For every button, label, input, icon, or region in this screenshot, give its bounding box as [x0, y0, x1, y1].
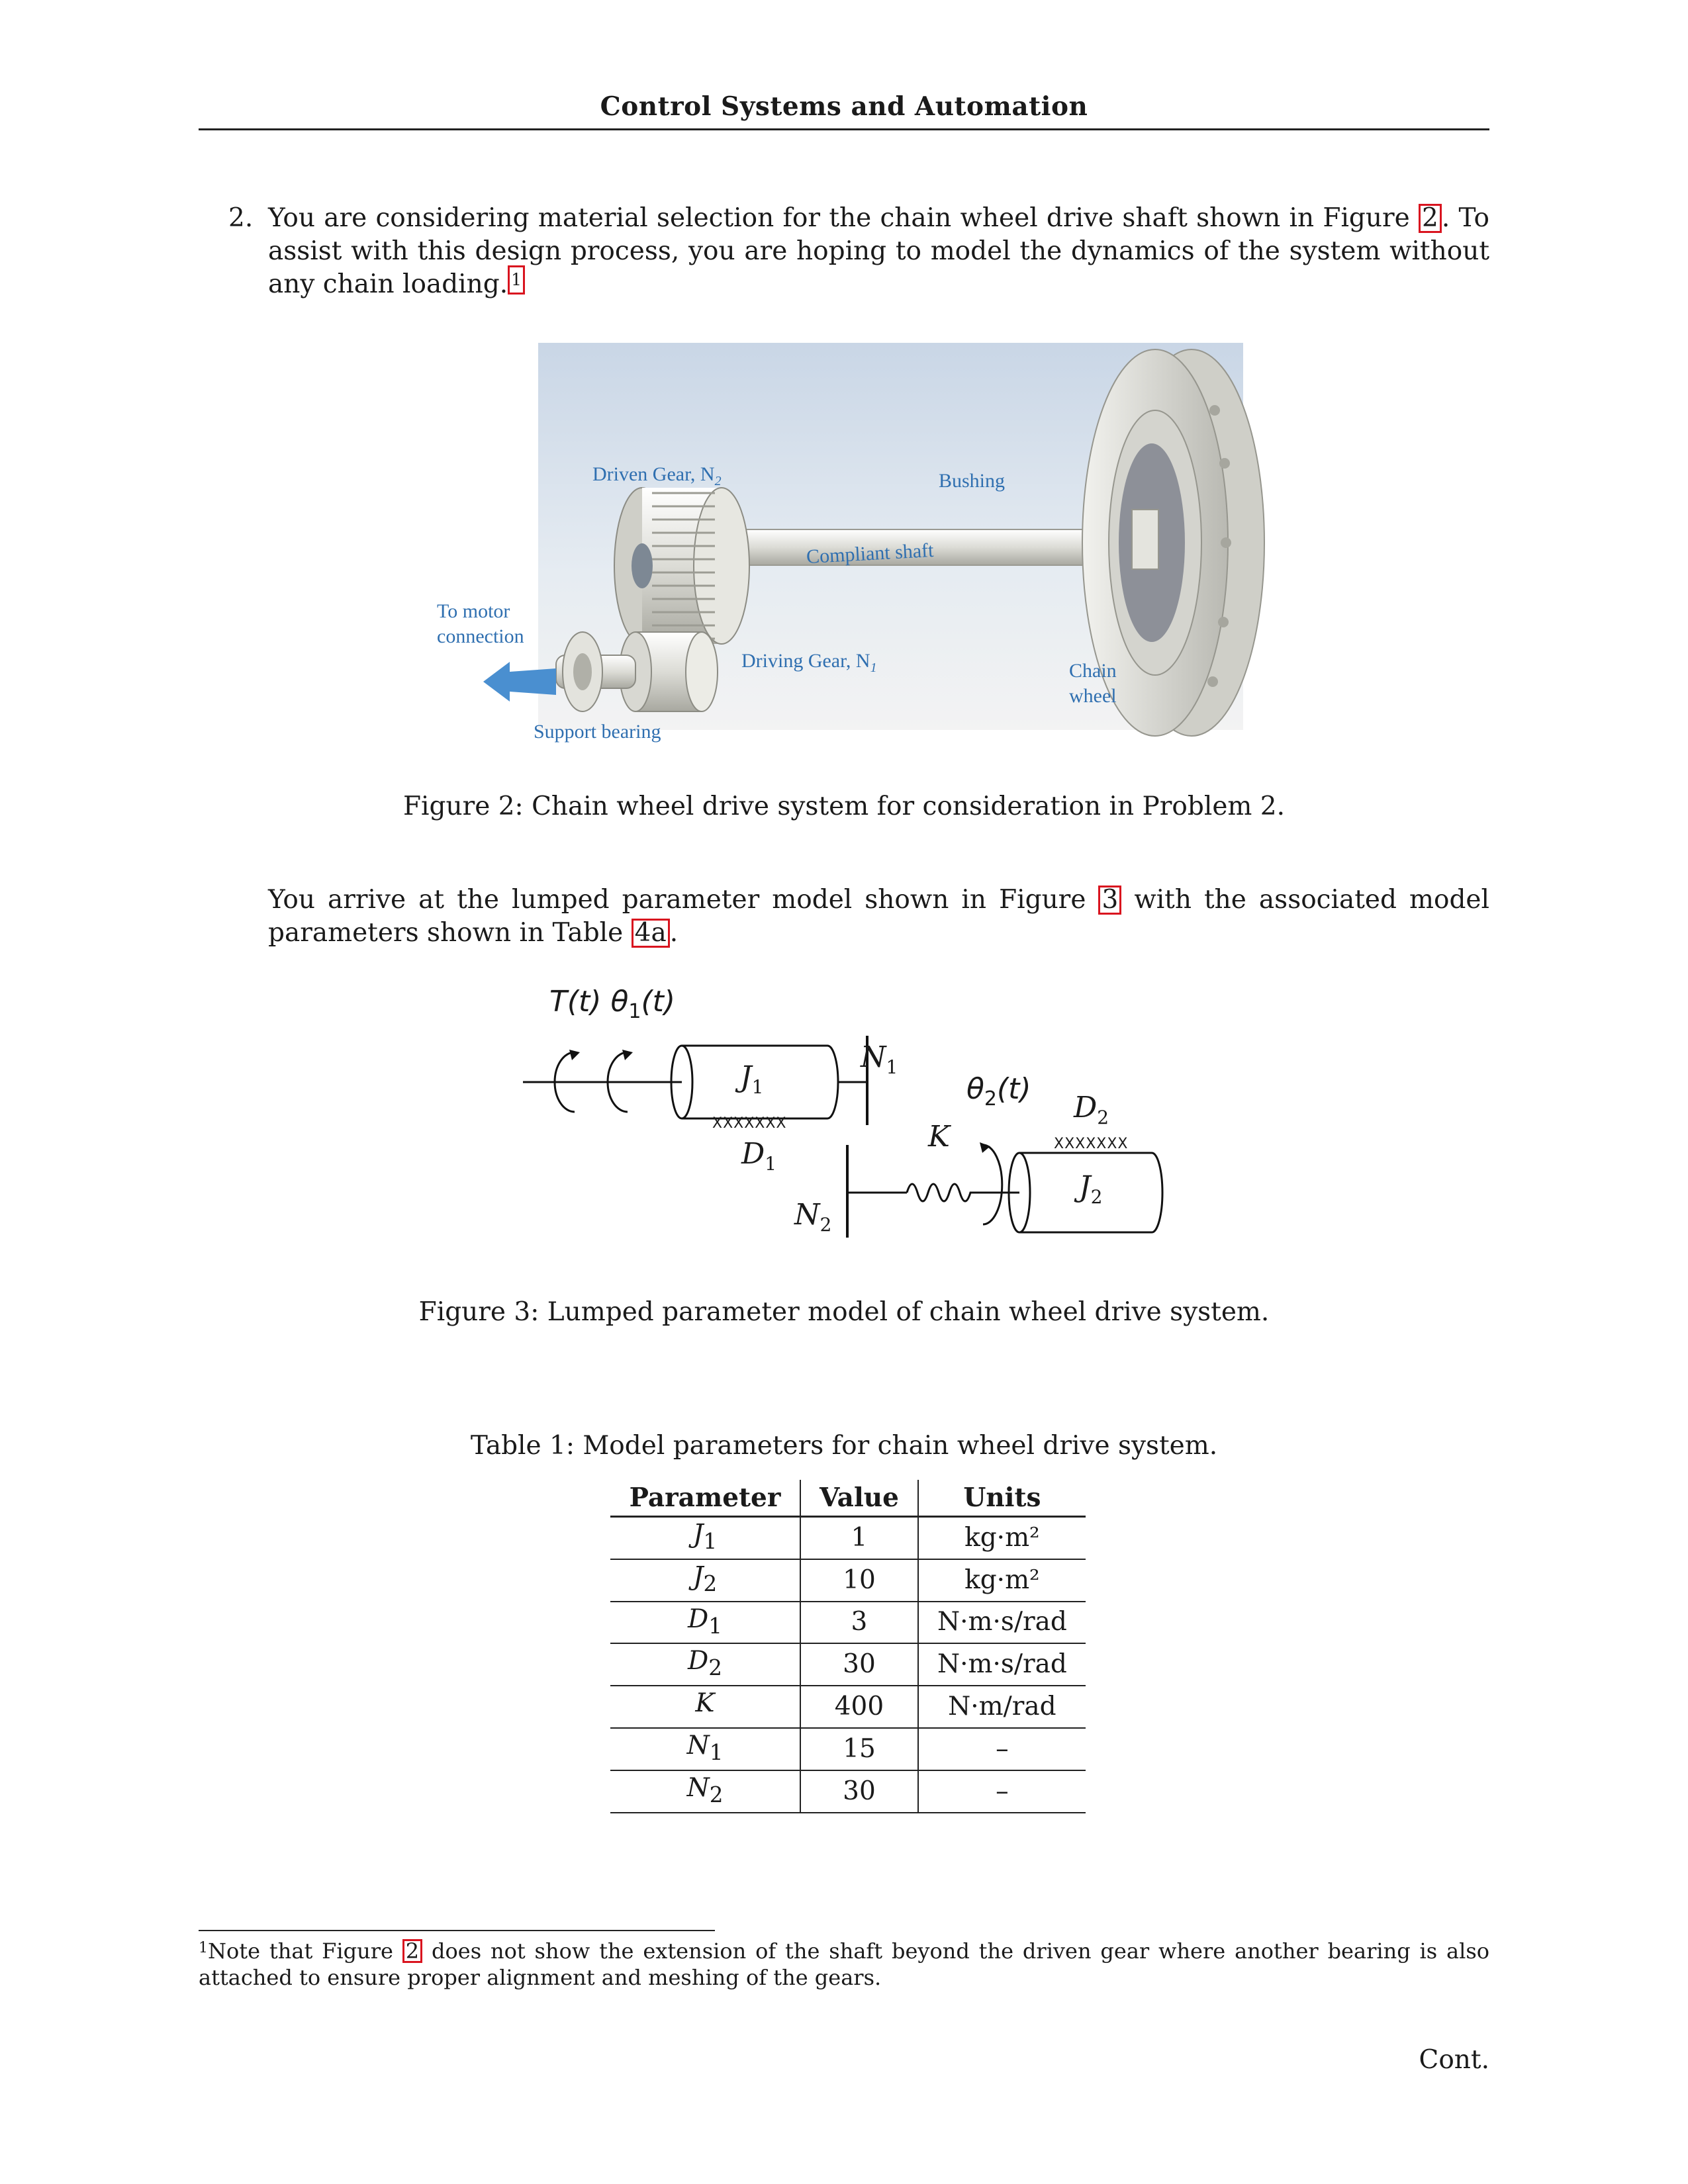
- driven-gear: [614, 488, 749, 644]
- table-row: [610, 1686, 1086, 1728]
- label-support-bearing: Support bearing: [534, 721, 661, 743]
- damper-d2: XXXXXXX: [1054, 1136, 1129, 1152]
- label-n2: $N_2$: [794, 1198, 832, 1236]
- page-header-title: Control Systems and Automation: [600, 91, 1088, 122]
- parameters-table-wrapper: [610, 1480, 1086, 1813]
- figure-2-link[interactable]: 2: [1419, 204, 1442, 233]
- label-d1: $D_1$: [741, 1137, 777, 1175]
- cell-value: 3: [800, 1602, 918, 1644]
- question-line1: You are considering material selection for the chain wheel drive shaft shown in Figure: [268, 203, 1410, 233]
- table-row: [610, 1517, 1086, 1559]
- label-to-motor: To motor connection: [437, 600, 524, 647]
- table-row: [610, 1602, 1086, 1644]
- cell-value: 10: [800, 1559, 918, 1602]
- header-rule: [199, 128, 1489, 130]
- figure-3-link[interactable]: 3: [1098, 886, 1121, 915]
- label-theta2: $\theta_2(t)$: [966, 1072, 1031, 1111]
- cell-value: 1: [800, 1517, 918, 1559]
- header-units: Units: [918, 1480, 1086, 1517]
- label-k: K: [928, 1120, 950, 1154]
- footnote-1-link[interactable]: 1: [508, 265, 525, 295]
- cell-value: 30: [800, 1770, 918, 1813]
- cell-value: 30: [800, 1643, 918, 1686]
- cell-units: N·m/rad: [918, 1686, 1086, 1728]
- label-n1: $N_1$: [861, 1040, 898, 1078]
- cell-units: –: [918, 1728, 1086, 1770]
- table-row: [610, 1728, 1086, 1770]
- figure-3-caption: Figure 3: Lumped parameter model of chain wheel drive system.: [418, 1297, 1270, 1327]
- cell-units: –: [918, 1770, 1086, 1813]
- question-text: [268, 202, 1489, 301]
- parameters-table: [610, 1480, 1086, 1813]
- figure-2-caption: Figure 2: Chain wheel drive system for consideration in Problem 2.: [402, 792, 1286, 821]
- table-caption: Table 1: Model parameters for chain wheel drive system.: [470, 1431, 1218, 1461]
- cell-parameter: $J_2$: [610, 1559, 800, 1602]
- table-header-row: [610, 1480, 1086, 1517]
- label-torque-theta1: T(t) $\theta_1(t)$: [549, 985, 676, 1023]
- table-row: [610, 1770, 1086, 1813]
- cell-units: kg·m²: [918, 1517, 1086, 1559]
- cell-parameter: $J_1$: [610, 1517, 800, 1559]
- label-j1: $J_1$: [740, 1060, 764, 1098]
- cell-value: 400: [800, 1686, 918, 1728]
- cell-parameter: $D_1$: [610, 1602, 800, 1644]
- question-line2: To assist with this design process, you are hoping to model the dynamics of the system without any chain loading.: [268, 203, 1489, 299]
- cell-units: kg·m²: [918, 1559, 1086, 1602]
- cell-parameter: $N_1$: [610, 1728, 800, 1770]
- question-period: .: [1441, 203, 1450, 233]
- theta2-arrow: [983, 1145, 1002, 1224]
- table-row: [610, 1559, 1086, 1602]
- continued-marker: Cont.: [1419, 2045, 1489, 2075]
- model-paragraph: You arrive at the lumped parameter model shown in Figure 3 with the associated model parameters shown in Table 4a .: [268, 885, 1489, 948]
- cell-parameter: K: [610, 1686, 800, 1728]
- footnote-rule: [199, 1930, 715, 1931]
- label-driving-gear: Driving Gear, $N_1$: [741, 650, 877, 675]
- footnote-figure-2-link[interactable]: 2: [402, 1939, 422, 1963]
- label-driven-gear: Driven Gear, $N_2$: [592, 463, 722, 488]
- table-row: [610, 1643, 1086, 1686]
- cell-parameter: $D_2$: [610, 1643, 800, 1686]
- label-compliant-shaft: Compliant shaft: [806, 539, 935, 569]
- cell-units: N·m·s/rad: [918, 1643, 1086, 1686]
- cell-value: 15: [800, 1728, 918, 1770]
- question-number: 2.: [228, 203, 254, 233]
- label-j2: $J_2$: [1079, 1170, 1103, 1208]
- spring-k: [907, 1184, 1010, 1201]
- cell-parameter: $N_2$: [610, 1770, 800, 1813]
- cell-units: N·m·s/rad: [918, 1602, 1086, 1644]
- header-parameter: Parameter: [610, 1480, 800, 1517]
- label-chain-wheel: Chain wheel: [1069, 660, 1117, 707]
- header-value: Value: [800, 1480, 918, 1517]
- damper-d1: XXXXXXX: [712, 1115, 787, 1132]
- label-bushing: Bushing: [939, 470, 1006, 492]
- table-link[interactable]: 4a: [632, 919, 670, 948]
- footnote: $^1$Note that Figure 2 does not show the extension of the shaft beyond the driven gear where another bearing is also attached to ensure proper alignment and meshing of the gears.: [199, 1938, 1490, 1990]
- label-d2: $D_2$: [1074, 1091, 1109, 1128]
